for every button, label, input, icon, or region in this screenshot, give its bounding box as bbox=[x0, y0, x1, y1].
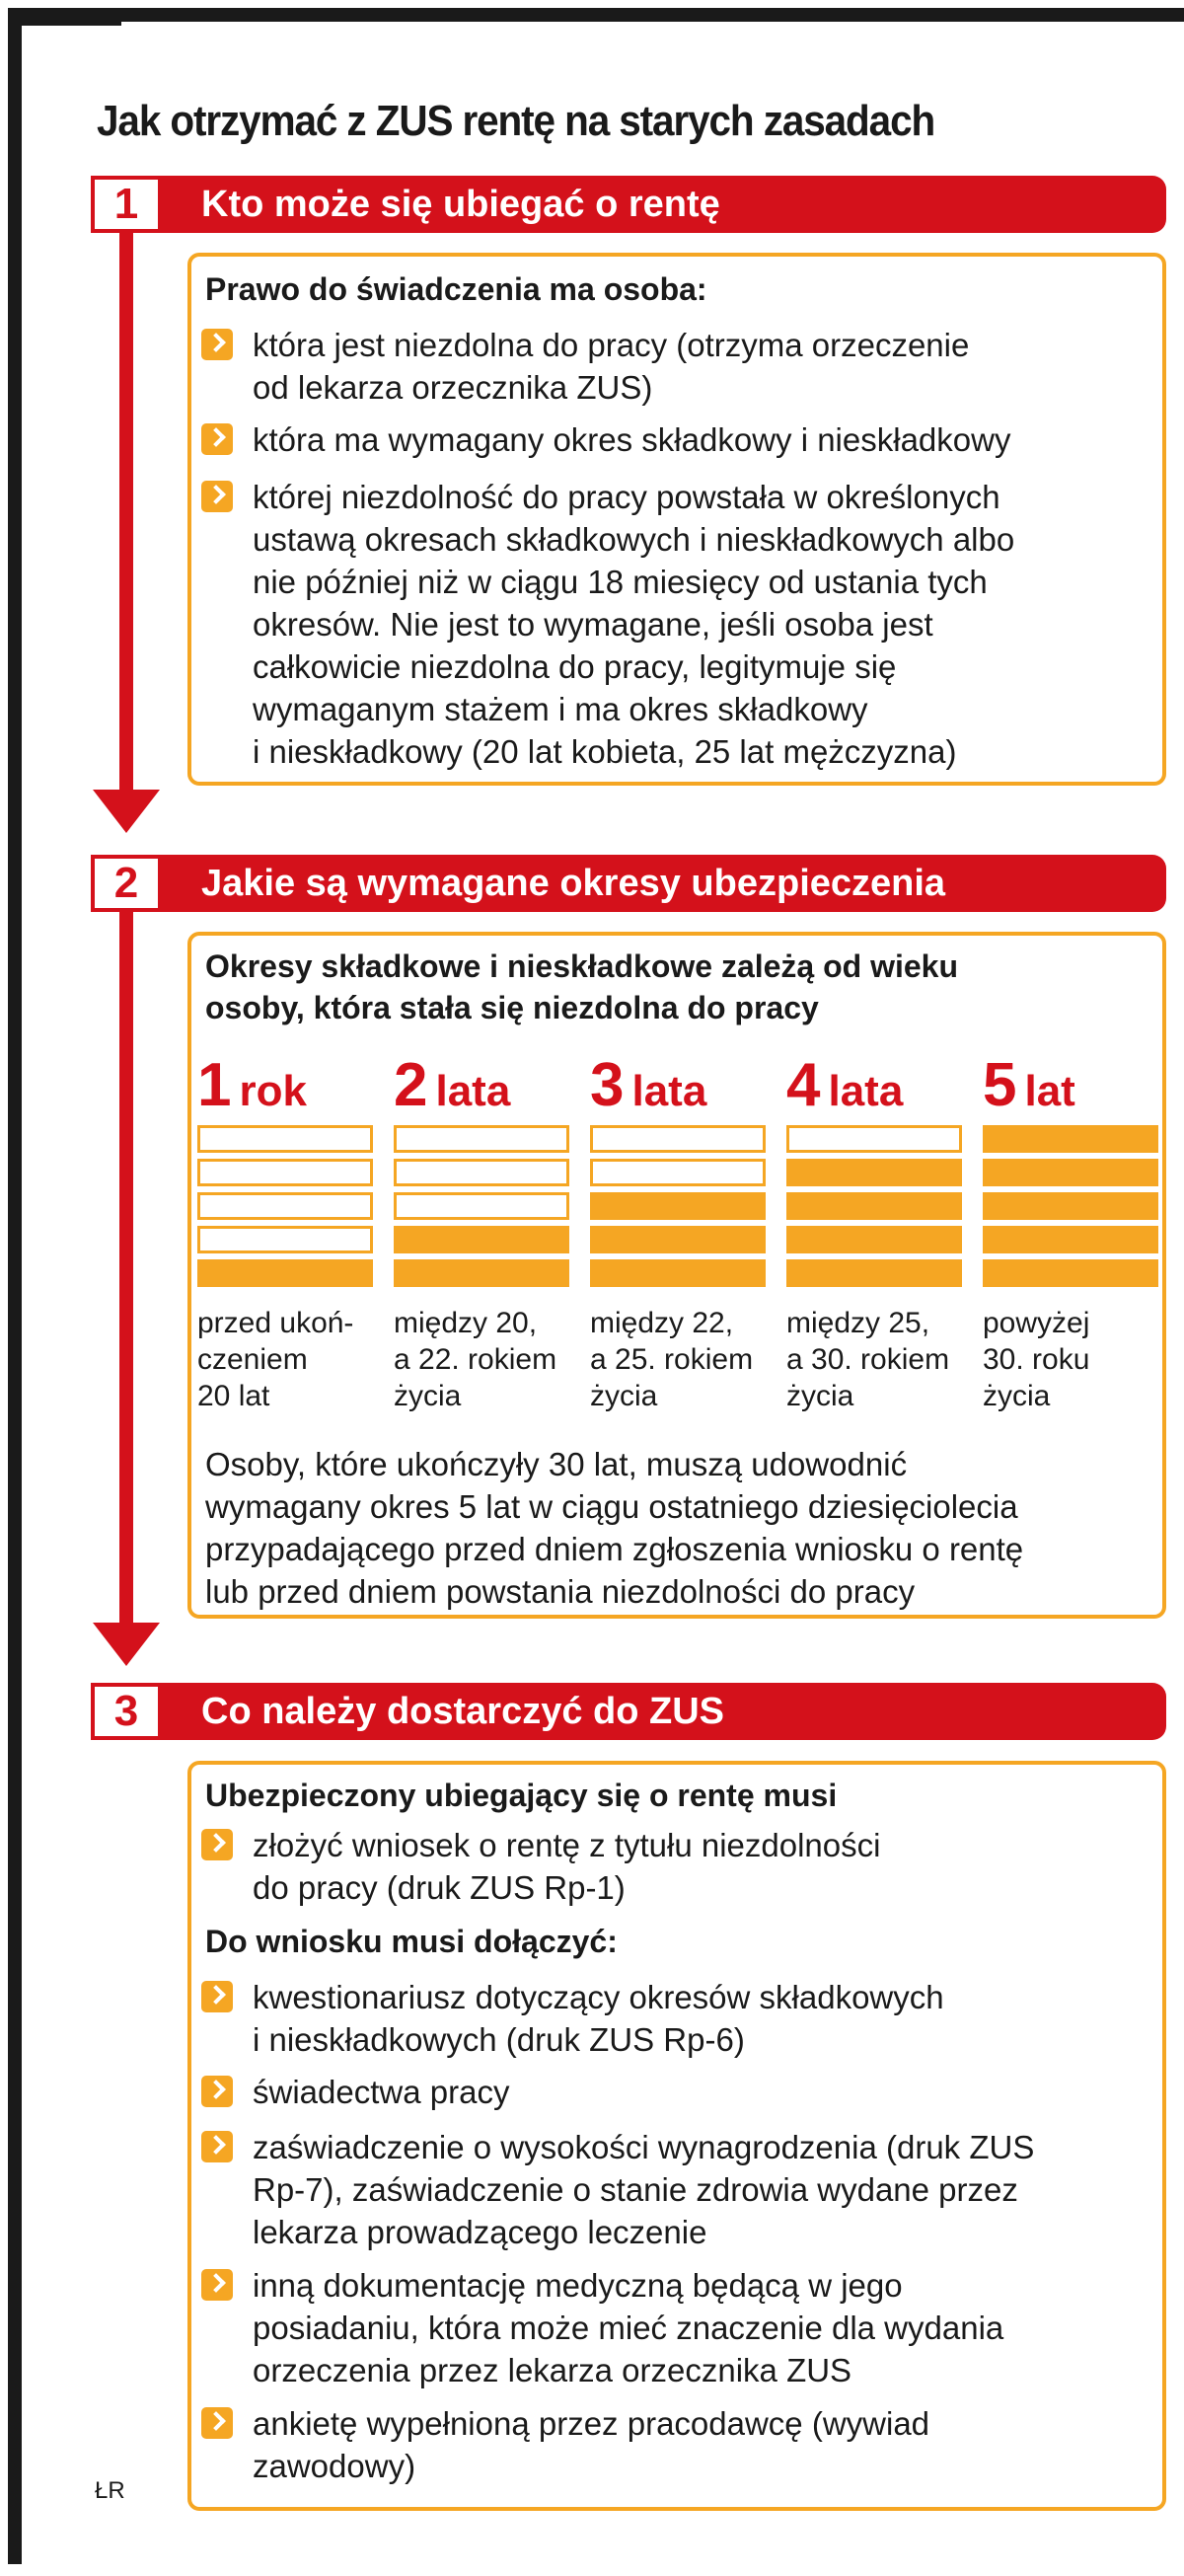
section-1-header bbox=[91, 176, 1166, 233]
list-item bbox=[201, 1824, 1145, 1913]
year-block-filled bbox=[983, 1125, 1158, 1153]
year-block-filled bbox=[786, 1259, 962, 1287]
period-unit: lata bbox=[631, 1067, 707, 1115]
section-2-title: Jakie są wymagane okresy ubezpieczenia bbox=[201, 863, 946, 904]
year-block-empty bbox=[590, 1159, 766, 1186]
list-item-text: inną dokumentację medyczną będącą w jego posiadaniu, która może mieć znaczenie dla wydania orzeczenia przez lekarza orzecznika ZUS bbox=[253, 2267, 1004, 2388]
page-title: Jak otrzymać z ZUS rentę na starych zasadach bbox=[97, 97, 935, 145]
year-block-filled bbox=[983, 1192, 1158, 1220]
section-3-subheading: Do wniosku musi dołączyć: bbox=[205, 1924, 618, 1959]
period-label-5 bbox=[983, 1050, 1075, 1120]
year-block-filled bbox=[983, 1159, 1158, 1186]
list-item-text: zaświadczenie o wysokości wynagrodzenia (druk ZUS Rp-7), zaświadczenie o stanie zdrowia wydane przez lekarza prowadzącego leczenie bbox=[253, 2129, 1035, 2250]
section-3-box bbox=[187, 1761, 1166, 2511]
year-block-empty bbox=[197, 1159, 373, 1186]
section-1-title: Kto może się ubiegać o rentę bbox=[201, 184, 720, 225]
author-credit: ŁR bbox=[95, 2477, 125, 2504]
period-unit: lata bbox=[435, 1067, 511, 1115]
year-block-empty bbox=[197, 1125, 373, 1153]
list-item bbox=[201, 2071, 1145, 2116]
chevron-right-icon bbox=[201, 1981, 233, 2012]
list-item-text: która jest niezdolna do pracy (otrzyma orzeczenie od lekarza orzecznika ZUS) bbox=[253, 327, 970, 406]
list-item-text: która ma wymagany okres składkowy i nieskładkowy bbox=[253, 421, 1011, 458]
year-block-filled bbox=[590, 1192, 766, 1220]
period-label-1 bbox=[197, 1050, 307, 1120]
year-block-empty bbox=[394, 1159, 569, 1186]
age-range-caption: przed ukoń- czeniem 20 lat bbox=[197, 1307, 354, 1412]
age-range-caption: między 22, a 25. rokiem życia bbox=[590, 1307, 754, 1412]
chevron-right-icon bbox=[201, 2407, 233, 2439]
year-block-filled bbox=[590, 1259, 766, 1287]
list-item bbox=[201, 476, 1145, 782]
year-block-empty bbox=[197, 1192, 373, 1220]
age-range-caption: między 25, a 30. rokiem życia bbox=[786, 1307, 950, 1412]
period-number: 3 bbox=[590, 1051, 625, 1119]
chevron-right-icon bbox=[201, 2076, 233, 2107]
list-item bbox=[201, 1976, 1145, 2065]
chevron-right-icon bbox=[201, 481, 233, 512]
flow-arrow-1-head bbox=[93, 790, 160, 833]
year-block-filled bbox=[786, 1226, 962, 1253]
year-block-empty bbox=[786, 1125, 962, 1153]
year-block-filled bbox=[197, 1259, 373, 1287]
section-1-heading: Prawo do świadczenia ma osoba: bbox=[205, 271, 707, 307]
flow-arrow-2-head bbox=[93, 1623, 160, 1666]
list-item bbox=[201, 418, 1145, 464]
section-1-number: 1 bbox=[95, 180, 158, 229]
chevron-right-icon bbox=[201, 1829, 233, 1860]
section-2-heading: Okresy składkowe i nieskładkowe zależą od wieku osoby, która stała się niezdolna do pracy bbox=[205, 948, 959, 1025]
section-2-header bbox=[91, 855, 1166, 912]
section-1-box bbox=[187, 253, 1166, 786]
list-item bbox=[201, 2126, 1145, 2256]
age-range-caption: między 20, a 22. rokiem życia bbox=[394, 1307, 557, 1412]
section-2-number: 2 bbox=[95, 859, 158, 908]
frame-left-rule bbox=[8, 8, 22, 2564]
period-unit: lata bbox=[828, 1067, 904, 1115]
year-block-filled bbox=[394, 1226, 569, 1253]
period-unit: lat bbox=[1024, 1067, 1075, 1115]
list-item-text: kwestionariusz dotyczący okresów składkowych i nieskładkowych (druk ZUS Rp-6) bbox=[253, 1979, 944, 2058]
list-item-text: ankietę wypełnioną przez pracodawcę (wywiad zawodowy) bbox=[253, 2405, 930, 2484]
period-number: 1 bbox=[197, 1051, 232, 1119]
year-block-filled bbox=[786, 1159, 962, 1186]
period-label-2 bbox=[394, 1050, 510, 1120]
list-item-text: świadectwa pracy bbox=[253, 2074, 510, 2110]
period-number: 4 bbox=[786, 1051, 821, 1119]
list-item bbox=[201, 2264, 1145, 2394]
flow-arrow-2-line bbox=[119, 912, 133, 1629]
year-block-filled bbox=[786, 1192, 962, 1220]
year-block-filled bbox=[983, 1259, 1158, 1287]
insurance-period-chart bbox=[197, 1050, 1159, 1415]
chevron-right-icon bbox=[201, 329, 233, 360]
section-3-title: Co należy dostarczyć do ZUS bbox=[201, 1691, 725, 1732]
period-number: 2 bbox=[394, 1051, 428, 1119]
section-3-header bbox=[91, 1683, 1166, 1740]
chevron-right-icon bbox=[201, 423, 233, 455]
year-block-empty bbox=[394, 1192, 569, 1220]
frame-corner bbox=[8, 8, 121, 26]
section-3-heading: Ubezpieczony ubiegający się o rentę musi bbox=[205, 1778, 838, 1813]
period-number: 5 bbox=[983, 1051, 1017, 1119]
year-block-empty bbox=[394, 1125, 569, 1153]
year-block-filled bbox=[394, 1259, 569, 1287]
list-item bbox=[201, 324, 1145, 413]
year-block-empty bbox=[197, 1226, 373, 1253]
chevron-right-icon bbox=[201, 2131, 233, 2162]
year-block-filled bbox=[983, 1226, 1158, 1253]
period-label-3 bbox=[590, 1050, 706, 1120]
period-unit: rok bbox=[239, 1067, 307, 1115]
frame-top-rule bbox=[8, 8, 1184, 22]
flow-arrow-1-line bbox=[119, 233, 133, 796]
list-item-text: złożyć wniosek o rentę z tytułu niezdolności do pracy (druk ZUS Rp-1) bbox=[253, 1827, 881, 1906]
section-2-note: Osoby, które ukończyły 30 lat, muszą udowodnić wymagany okres 5 lat w ciągu ostatniego dziesięciolecia przypadającego przed dniem zgłoszenia wniosku o rentę lub przed dniem powstania niezdolności do pracy bbox=[205, 1446, 1024, 1610]
period-label-4 bbox=[786, 1050, 903, 1120]
age-range-caption: powyżej 30. roku życia bbox=[983, 1307, 1090, 1412]
list-item bbox=[201, 2402, 1145, 2491]
section-3-number: 3 bbox=[95, 1687, 158, 1736]
year-block-filled bbox=[590, 1226, 766, 1253]
chevron-right-icon bbox=[201, 2269, 233, 2301]
year-block-empty bbox=[590, 1125, 766, 1153]
list-item-text: której niezdolność do pracy powstała w określonych ustawą okresach składkowych i nieskładkowych albo nie później niż w ciągu 18 miesięcy od ustania tych okresów. Nie jest to wymagane, jeśli osoba jest całkowicie niezdolna do pracy, legitymuje się wymaganym stażem i ma okres składkowy i nieskładkowy (20 lat kobieta, 25 lat mężczyzna) bbox=[253, 479, 1015, 770]
